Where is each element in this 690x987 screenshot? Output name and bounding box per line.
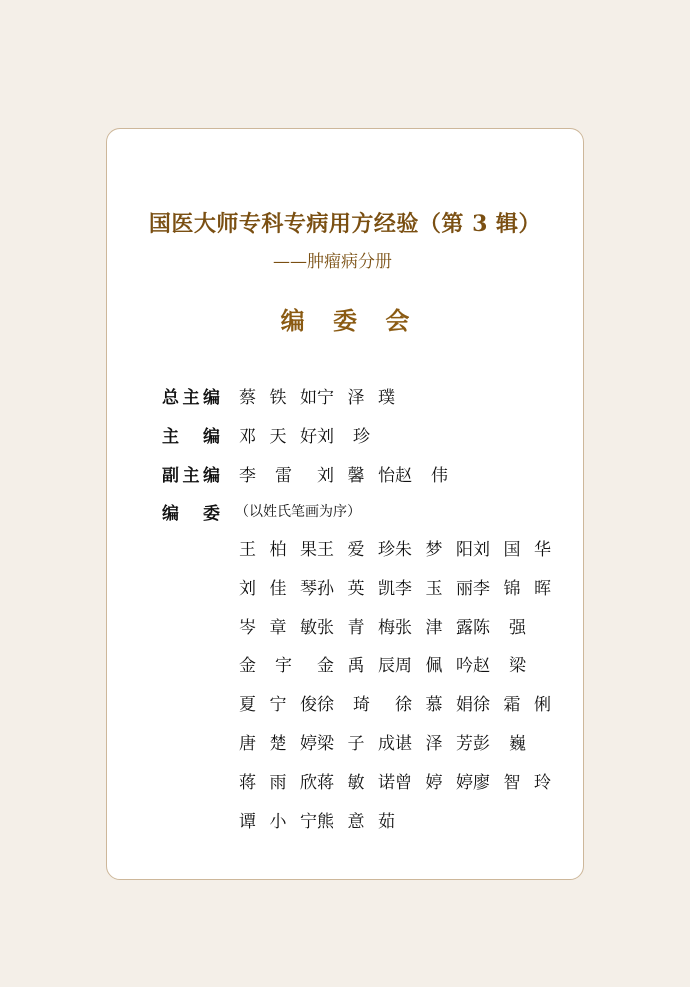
person-name: 宁泽璞: [317, 388, 395, 408]
person-name: 李 雷: [239, 466, 292, 486]
person-name: 周佩吟: [395, 656, 473, 677]
member-row: [239, 651, 559, 690]
person-name: 李锦晖: [473, 578, 551, 599]
person-name: 岑章敏: [239, 617, 317, 638]
person-name: 孙英凯: [317, 578, 395, 599]
role-label-committee-members: 编 委: [162, 504, 220, 524]
person-name: 张津露: [395, 617, 473, 638]
person-name: 徐 琦: [317, 695, 370, 716]
person-name: 金禹辰: [317, 656, 395, 677]
person-name: 徐慕娟: [395, 695, 473, 716]
person-name: 赵 梁: [473, 656, 526, 677]
person-name: 谭小宁: [239, 811, 317, 832]
person-name: 赵 伟: [395, 466, 448, 486]
member-row: [239, 690, 559, 729]
member-row: [239, 535, 559, 574]
person-name: 王爱珍: [317, 540, 395, 560]
member-grid: [239, 535, 559, 845]
member-row: [239, 768, 559, 807]
member-row: [239, 613, 559, 652]
page-card: [106, 128, 584, 880]
book-title: 国医大师专科专病用方经验（第 3 辑）: [148, 211, 542, 237]
person-name: 廖智玲: [473, 772, 551, 793]
committee-heading: 编 委 会: [280, 306, 420, 335]
person-name: 李玉丽: [395, 578, 473, 599]
person-name: 彭 巍: [473, 733, 526, 754]
member-row: [239, 729, 559, 768]
person-name: 蒋敏诺: [317, 772, 395, 793]
ordering-note: （以姓氏笔画为序）: [235, 504, 361, 520]
person-name: 陈 强: [473, 617, 526, 638]
member-row: [239, 574, 559, 613]
person-name: 熊意茹: [317, 811, 395, 832]
person-name: 刘国华: [473, 540, 551, 560]
person-name: 徐霜俐: [473, 695, 551, 716]
role-label-deputy-editor: 副主编: [162, 466, 220, 486]
editor-names: [239, 422, 395, 447]
member-row: [239, 807, 559, 846]
person-name: 刘佳琴: [239, 578, 317, 599]
role-label-chief-editor: 总主编: [162, 388, 220, 408]
book-subtitle: ——肿瘤病分册: [273, 252, 392, 272]
person-name: 曾婷婷: [395, 772, 473, 793]
person-name: 唐楚婷: [239, 733, 317, 754]
person-name: 刘馨怡: [317, 466, 395, 486]
person-name: 金 宇: [239, 656, 292, 677]
person-name: 王柏果: [239, 540, 317, 560]
person-name: 刘 珍: [317, 427, 370, 447]
person-name: 张青梅: [317, 617, 395, 638]
person-name: 邓天好: [239, 427, 317, 447]
person-name: 蒋雨欣: [239, 772, 317, 793]
person-name: 夏宁俊: [239, 695, 317, 716]
person-name: 朱梦阳: [395, 540, 473, 560]
person-name: 谌泽芳: [395, 733, 473, 754]
deputy-editor-names: [239, 461, 473, 486]
role-label-editor: 主 编: [162, 427, 220, 447]
chief-editor-names: [239, 383, 395, 408]
person-name: 蔡铁如: [239, 388, 317, 408]
person-name: 梁子成: [317, 733, 395, 754]
